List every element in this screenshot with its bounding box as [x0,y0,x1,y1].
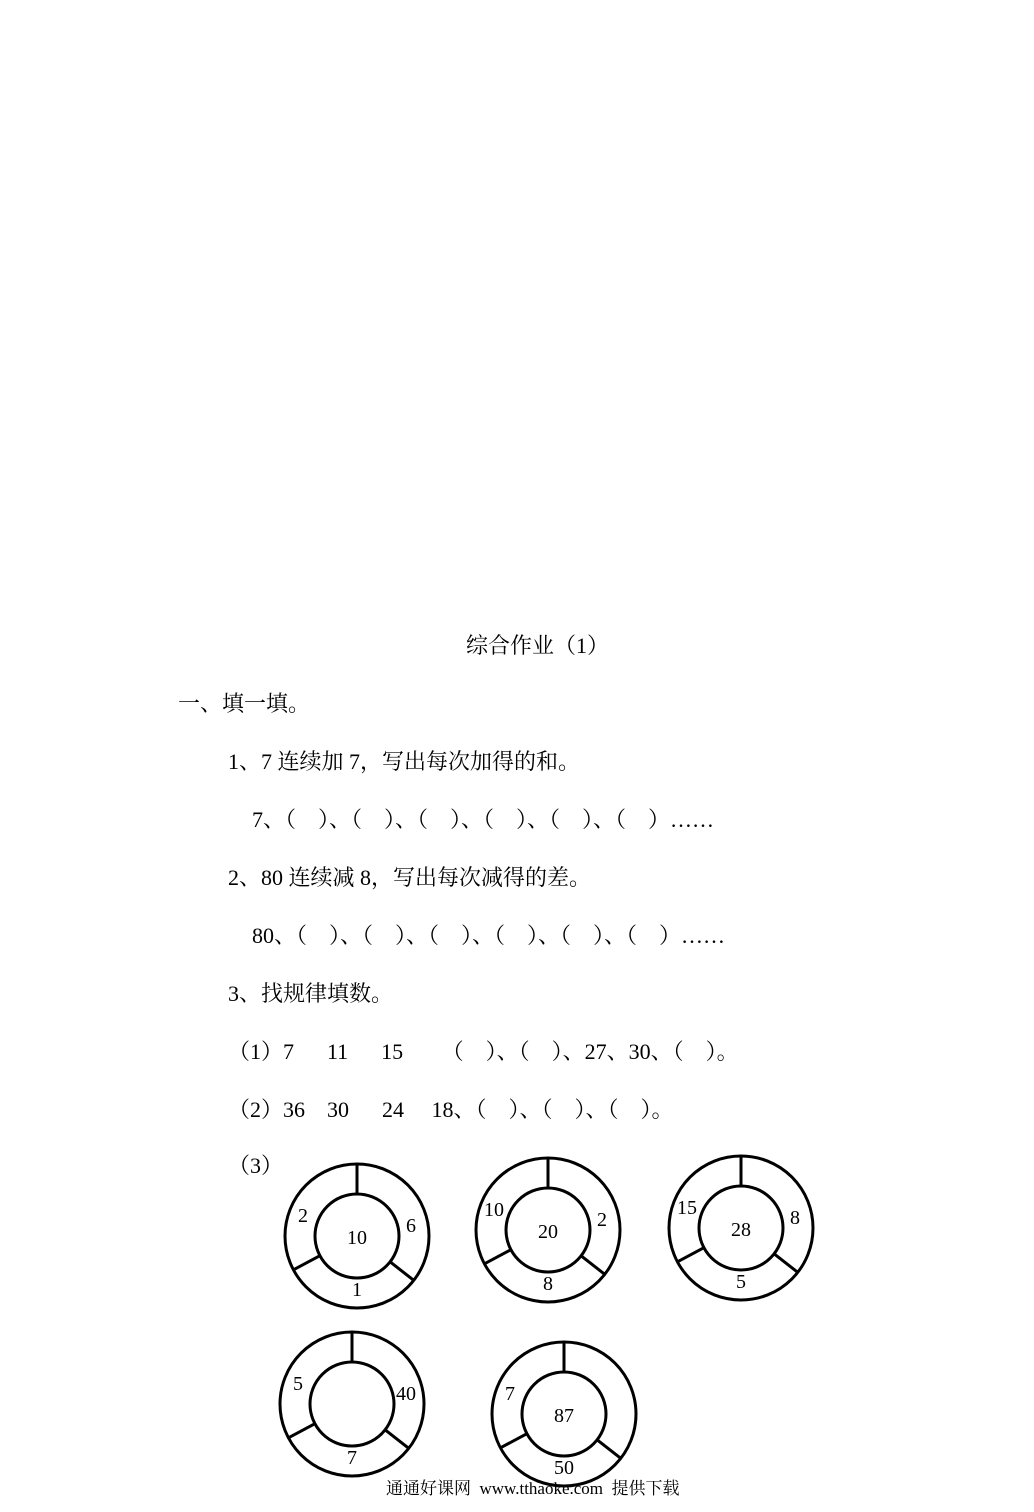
wheel-center-number: 87 [554,1405,574,1427]
wheel-right-number: 8 [790,1207,800,1229]
wheel-divider [500,1434,526,1448]
number-wheel [285,1164,429,1308]
wheel-divider [581,1256,605,1274]
wheel-divider [293,1256,319,1270]
wheel-right-number: 40 [396,1383,416,1405]
wheel-bottom-number: 1 [352,1279,362,1301]
wheel-divider [774,1254,798,1272]
question-2: 2、80 连续减 8，写出每次减得的差。 [228,865,592,890]
wheel-divider [597,1440,621,1458]
wheel-center-number: 20 [538,1221,558,1243]
question-3: 3、找规律填数。 [228,981,394,1006]
footer-watermark: 通通好课网 www.tthaoke.com 提供下载 [386,1479,680,1498]
wheel-bottom-number: 8 [543,1273,553,1295]
wheel-left-number: 2 [298,1205,308,1227]
section-heading: 一、填一填。 [178,691,311,716]
wheel-left-number: 7 [505,1383,515,1405]
wheel-divider [677,1248,703,1262]
wheel-divider [288,1424,314,1438]
wheel-right-number: 2 [597,1209,607,1231]
wheel-left-number: 10 [484,1199,504,1221]
question-2-answer-line: 80、（ ）、（ ）、（ ）、（ ）、（ ）、（ ）…… [252,923,726,948]
wheel-right-number: 6 [406,1215,416,1237]
number-wheel [492,1342,636,1486]
wheel-center-number: 28 [731,1219,751,1241]
wheel-bottom-number: 50 [554,1457,574,1479]
question-1-answer-line: 7、（ ）、（ ）、（ ）、（ ）、（ ）、（ ）…… [252,807,715,832]
wheel-divider [484,1250,510,1264]
page-title: 综合作业（1） [466,633,610,658]
wheel-left-number: 15 [677,1197,697,1219]
question-3-part-2: （2）36 30 24 18、（ ）、（ ）、（ ）。 [228,1097,674,1122]
wheel-inner-ring [310,1362,394,1446]
wheel-left-number: 5 [293,1373,303,1395]
wheel-bottom-number: 7 [347,1447,357,1469]
question-3-part-3-label: （3） [228,1153,284,1178]
number-wheel [280,1332,424,1476]
wheel-divider [385,1430,409,1448]
question-1: 1、7 连续加 7，写出每次加得的和。 [228,749,581,774]
question-3-part-1: （1）7 11 15 （ ）、（ ）、27、30、（ ）。 [228,1039,739,1064]
number-wheel [476,1158,620,1302]
wheel-divider [390,1262,414,1280]
wheel-center-number: 10 [347,1227,367,1249]
number-wheel [669,1156,813,1300]
wheel-bottom-number: 5 [736,1271,746,1293]
